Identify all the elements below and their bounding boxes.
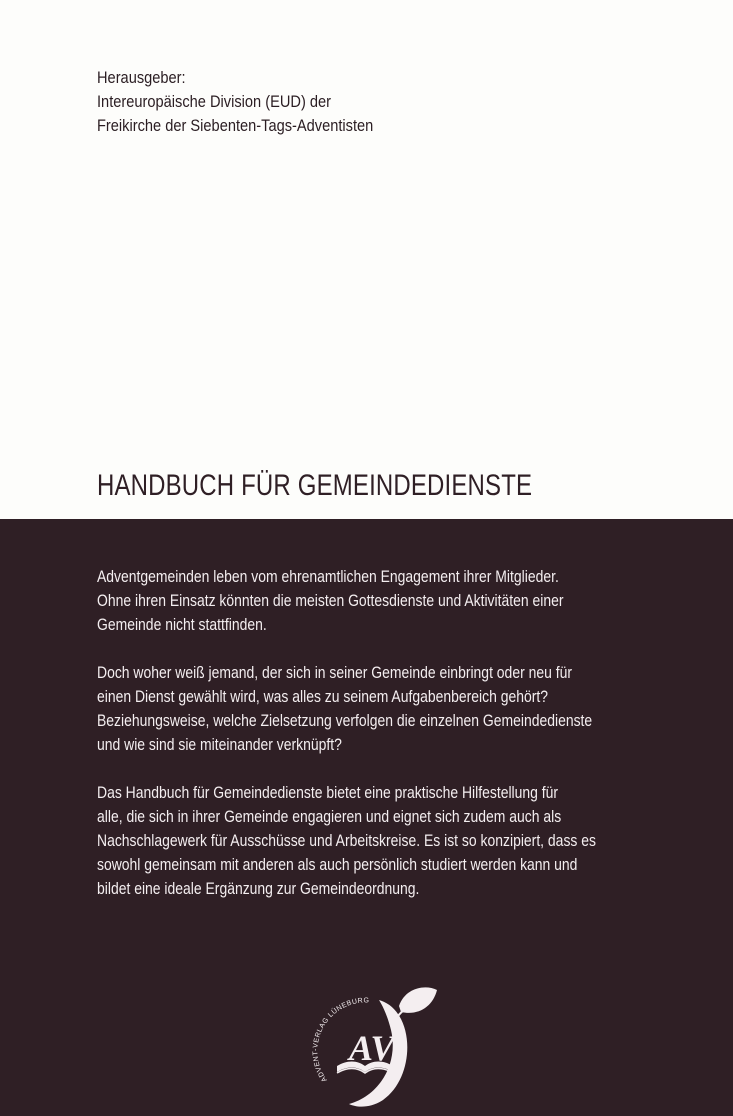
publisher-block xyxy=(97,66,373,138)
text-line: Nachschlagewerk für Ausschüsse und Arbeitskreise. Es ist so konzipiert, dass es xyxy=(97,831,596,850)
text-line: Adventgemeinden leben vom ehrenamtlichen Engagement ihrer Mitglieder. xyxy=(97,567,559,586)
advent-verlag-logo-icon xyxy=(287,980,447,1110)
text-line: Beziehungsweise, welche Zielsetzung verfolgen die einzelnen Gemeindedienste xyxy=(97,711,593,730)
logo-monogram: AV xyxy=(349,1028,395,1068)
book-title: HANDBUCH FÜR GEMEINDEDIENSTE xyxy=(97,469,533,502)
text-line: sowohl gemeinsam mit anderen als auch persönlich studiert werden kann und xyxy=(97,855,578,874)
text-line: alle, die sich in ihrer Gemeinde engagieren und eignet sich zudem auch als xyxy=(97,807,562,826)
text-line: Gemeinde nicht stattfinden. xyxy=(97,615,267,634)
description-panel xyxy=(0,519,733,1116)
publisher-line: Intereuropäische Division (EUD) der xyxy=(97,92,332,111)
paragraph xyxy=(97,565,596,637)
text-line: Ohne ihren Einsatz könnten die meisten Gottesdienste und Aktivitäten einer xyxy=(97,591,564,610)
logo-ring-text: ADVENT-VERLAG LÜNEBURG xyxy=(312,997,370,1083)
publisher-line: Herausgeber: xyxy=(97,68,186,87)
text-line: einen Dienst gewählt wird, was alles zu seinem Aufgabenbereich gehört? xyxy=(97,687,548,706)
text-line: bildet eine ideale Ergänzung zur Gemeindeordnung. xyxy=(97,879,420,898)
paragraph xyxy=(97,661,596,757)
text-line: Doch woher weiß jemand, der sich in seiner Gemeinde einbringt oder neu für xyxy=(97,663,572,682)
description-text xyxy=(97,565,596,925)
text-line: und wie sind sie miteinander verknüpft? xyxy=(97,735,342,754)
publisher-line: Freikirche der Siebenten-Tags-Adventisten xyxy=(97,116,374,135)
text-line: Das Handbuch für Gemeindedienste bietet eine praktische Hilfestellung für xyxy=(97,783,559,802)
paragraph xyxy=(97,781,596,901)
